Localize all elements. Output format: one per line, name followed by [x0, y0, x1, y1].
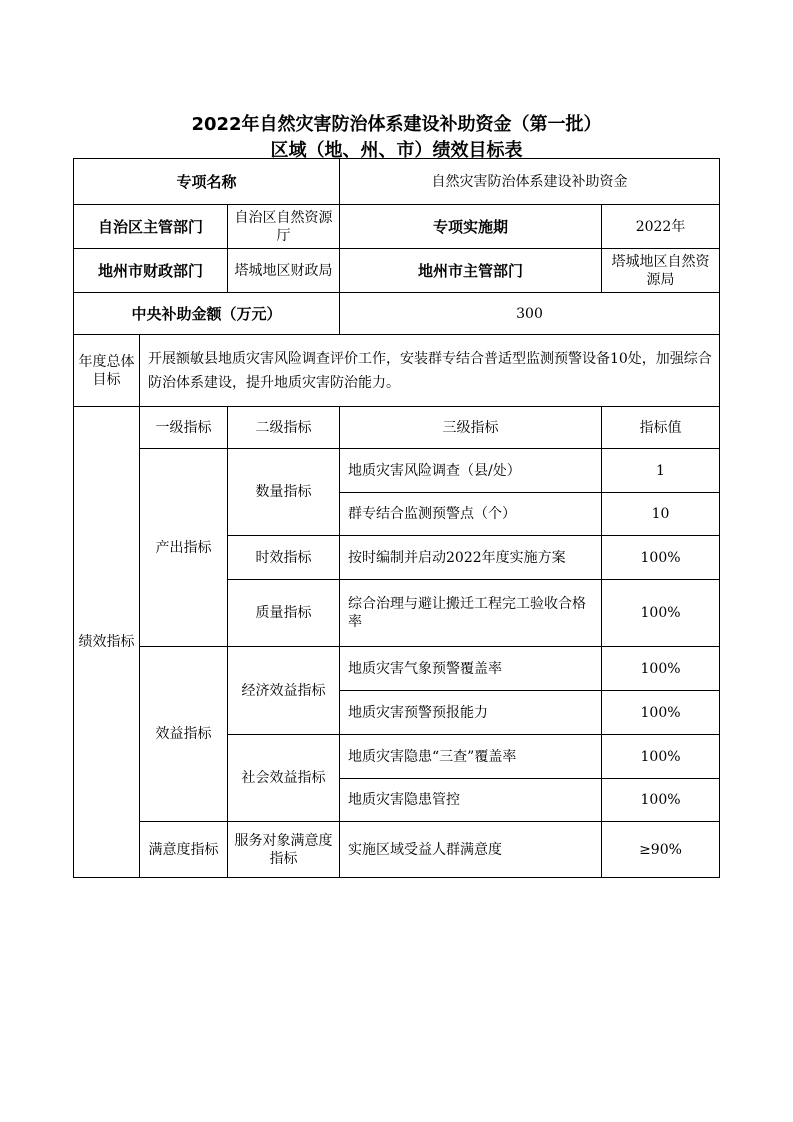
indicator-name: 地质灾害隐患管控 — [340, 779, 602, 822]
indicator-value: 100% — [602, 647, 720, 691]
indicator-value: 10 — [602, 493, 720, 536]
indicator-value: ≥90% — [602, 822, 720, 878]
indicator-name: 综合治理与避让搬迁工程完工验收合格率 — [340, 580, 602, 647]
project-name-value: 自然灾害防治体系建设补助资金 — [340, 159, 720, 205]
finance-dept-label: 地州市财政部门 — [74, 249, 228, 293]
city-dept-value: 塔城地区自然资源局 — [602, 249, 720, 293]
economic-benefit-label: 经济效益指标 — [228, 647, 340, 735]
quantity-indicator-label: 数量指标 — [228, 449, 340, 536]
project-name-label: 专项名称 — [74, 159, 340, 205]
indicator-name: 按时编制并启动2022年度实施方案 — [340, 536, 602, 580]
subsidy-label: 中央补助金额（万元） — [74, 293, 340, 335]
period-label: 专项实施期 — [340, 205, 602, 249]
timeliness-indicator-label: 时效指标 — [228, 536, 340, 580]
col-value-header: 指标值 — [602, 407, 720, 449]
satisfaction-indicator-label: 满意度指标 — [140, 822, 228, 878]
benefit-indicator-label: 效益指标 — [140, 647, 228, 822]
indicator-name: 地质灾害风险调查（县/处） — [340, 449, 602, 493]
document-title-line1: 2022年自然灾害防治体系建设补助资金（第一批） — [191, 114, 602, 135]
indicator-value: 100% — [602, 779, 720, 822]
indicator-value: 1 — [602, 449, 720, 493]
region-dept-label: 自治区主管部门 — [74, 205, 228, 249]
subsidy-value: 300 — [340, 293, 720, 335]
indicator-name: 地质灾害隐患“三查”覆盖率 — [340, 735, 602, 779]
period-value: 2022年 — [602, 205, 720, 249]
indicator-value: 100% — [602, 536, 720, 580]
indicator-name: 地质灾害预警预报能力 — [340, 691, 602, 735]
performance-target-table — [73, 158, 720, 878]
annual-goal-text: 开展额敏县地质灾害风险调查评价工作，安装群专结合普适型监测预警设备10处，加强综合防治体系建设，提升地质灾害防治能力。 — [140, 335, 720, 407]
annual-goal-label: 年度总体目标 — [74, 335, 140, 407]
indicator-value: 100% — [602, 580, 720, 647]
finance-dept-value: 塔城地区财政局 — [228, 249, 340, 293]
quality-indicator-label: 质量指标 — [228, 580, 340, 647]
output-indicator-label: 产出指标 — [140, 449, 228, 647]
col-level2-header: 二级指标 — [228, 407, 340, 449]
col-level1-header: 一级指标 — [140, 407, 228, 449]
performance-indicators-label: 绩效指标 — [74, 407, 140, 878]
region-dept-value: 自治区自然资源厅 — [228, 205, 340, 249]
indicator-name: 地质灾害气象预警覆盖率 — [340, 647, 602, 691]
col-level3-header: 三级指标 — [340, 407, 602, 449]
document-title-line2: 区域（地、州、市）绩效目标表 — [270, 140, 523, 161]
city-dept-label: 地州市主管部门 — [340, 249, 602, 293]
indicator-value: 100% — [602, 691, 720, 735]
indicator-name: 群专结合监测预警点（个） — [340, 493, 602, 536]
indicator-name: 实施区域受益人群满意度 — [340, 822, 602, 878]
service-satisfaction-label: 服务对象满意度指标 — [228, 822, 340, 878]
social-benefit-label: 社会效益指标 — [228, 735, 340, 822]
indicator-value: 100% — [602, 735, 720, 779]
